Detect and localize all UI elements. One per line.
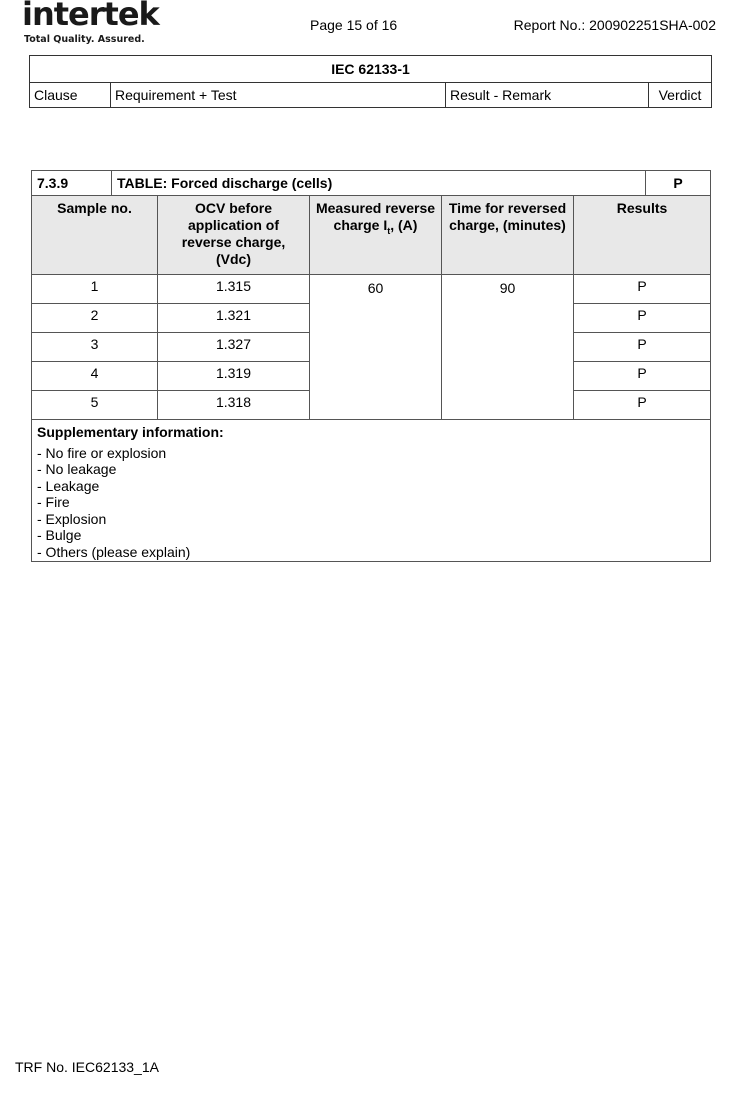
ocv-cell: 1.319: [158, 362, 310, 391]
supplementary-info: [32, 420, 711, 562]
list-item: - No fire or explosion: [37, 444, 167, 461]
reverse-charge-cell: 60: [310, 275, 442, 420]
supplementary-row: [32, 420, 711, 562]
table-row: [32, 275, 711, 304]
list-item: - Explosion: [37, 510, 107, 527]
supplementary-list: [37, 445, 705, 561]
supplementary-title: Supplementary information:: [37, 424, 224, 440]
ocv-cell: 1.327: [158, 333, 310, 362]
logo-wordmark: intertek: [22, 0, 159, 33]
column-header-row: [32, 196, 711, 275]
list-item: - Leakage: [37, 477, 100, 494]
result-cell: P: [574, 362, 711, 391]
intertek-logo: [22, 0, 172, 48]
table-verdict: P: [646, 171, 711, 196]
header-charge-subscript: t: [387, 225, 391, 236]
ocv-cell: 1.315: [158, 275, 310, 304]
forced-discharge-table: [31, 170, 711, 562]
header-sample-no: Sample no.: [32, 196, 158, 275]
result-cell: P: [574, 304, 711, 333]
time-cell: 90: [442, 275, 574, 420]
sample-cell: 2: [32, 304, 158, 333]
sample-cell: 1: [32, 275, 158, 304]
col-requirement: Requirement + Test: [111, 83, 446, 108]
header-reverse-charge: [310, 196, 442, 275]
list-item: - Fire: [37, 494, 70, 510]
col-clause: Clause: [30, 83, 111, 108]
list-item: - Others (please explain): [37, 543, 191, 560]
sample-cell: 3: [32, 333, 158, 362]
list-item: - Bulge: [37, 527, 82, 543]
header-charge-unit: , (A): [390, 217, 418, 233]
header-time: Time for reversed charge, (minutes): [442, 196, 574, 275]
page-number: Page 15 of 16: [310, 17, 398, 33]
header-ocv: [158, 196, 310, 275]
header-results: Results: [574, 196, 711, 275]
list-item: - No leakage: [37, 461, 117, 477]
table-title: TABLE: Forced discharge (cells): [112, 171, 646, 196]
clause-number: 7.3.9: [32, 171, 112, 196]
standard-header-table: [29, 55, 712, 108]
sample-cell: 5: [32, 391, 158, 420]
col-verdict: Verdict: [649, 83, 712, 108]
standard-title: IEC 62133-1: [30, 56, 712, 83]
ocv-cell: 1.321: [158, 304, 310, 333]
result-cell: P: [574, 391, 711, 420]
header-ocv-text: OCV before application of reverse charge, (Vdc): [181, 200, 286, 267]
sample-cell: 4: [32, 362, 158, 391]
col-result-remark: Result - Remark: [446, 83, 649, 108]
report-number: Report No.: 200902251SHA-002: [513, 17, 716, 33]
header-charge-text: Measured reverse charge I: [315, 200, 436, 233]
ocv-cell: 1.318: [158, 391, 310, 420]
logo-tagline: Total Quality. Assured.: [24, 34, 145, 45]
table-title-row: [32, 171, 711, 196]
trf-number: TRF No. IEC62133_1A: [15, 1059, 159, 1075]
result-cell: P: [574, 275, 711, 304]
result-cell: P: [574, 333, 711, 362]
